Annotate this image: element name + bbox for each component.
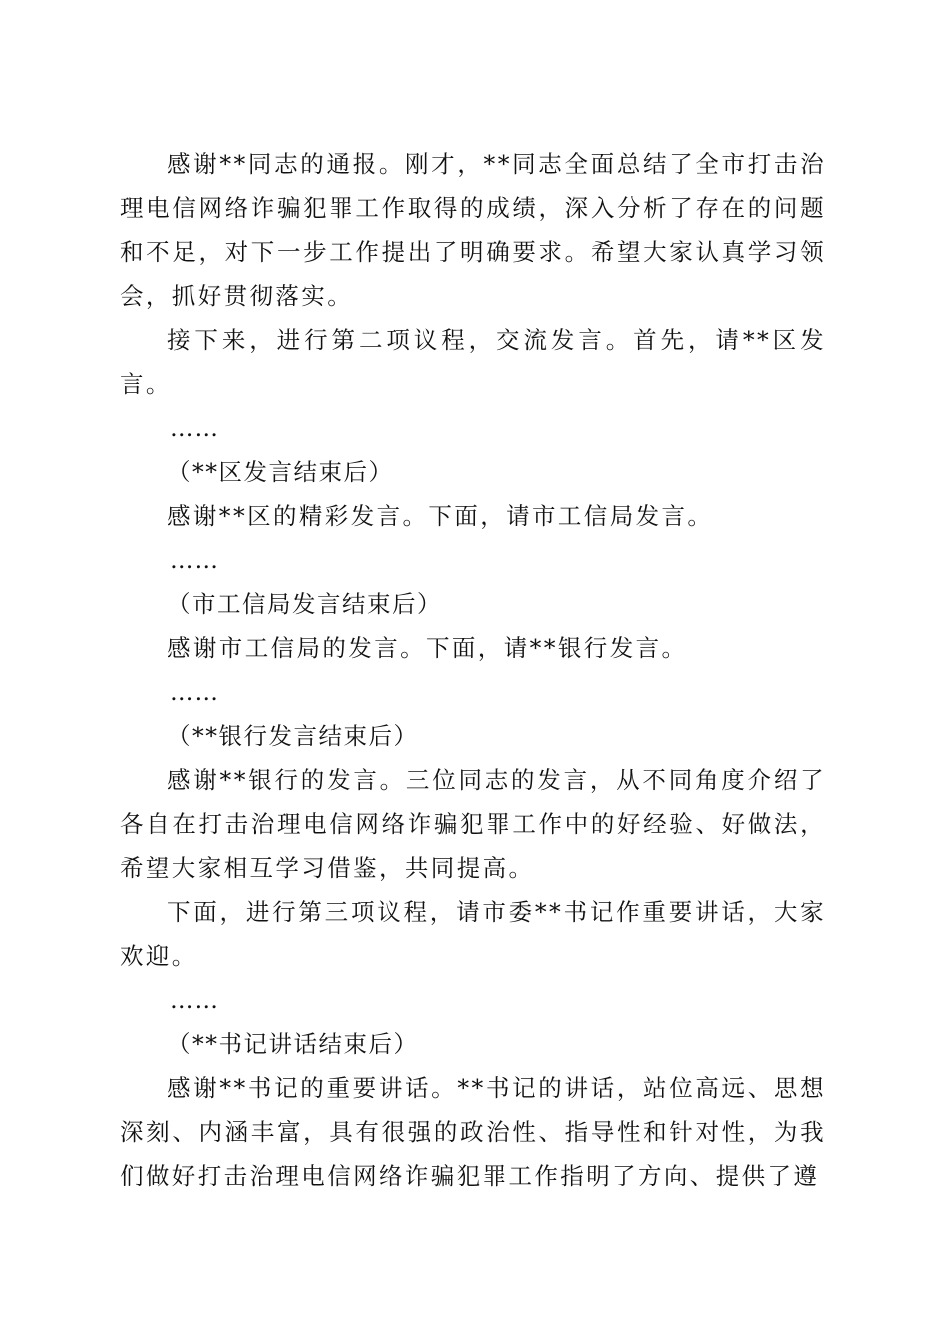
paragraph-thanks-secretary: 感谢**书记的重要讲话。**书记的讲话，站位高远、思想深刻、内涵丰富，具有很强的政治性、指导性和针对性，为我们做好打击治理电信网络诈骗犯罪工作指明了方向、提供了遵 xyxy=(120,1074,826,1190)
paragraph-agenda-two: 接下来，进行第二项议程，交流发言。首先，请**区发言。 xyxy=(120,326,826,398)
paragraph-thanks-bureau: 感谢市工信局的发言。下面，请**银行发言。 xyxy=(167,634,688,662)
ellipsis: …… xyxy=(170,546,219,574)
stage-note: （**银行发言结束后） xyxy=(167,722,419,750)
document-body xyxy=(120,142,826,1198)
stage-note: （**书记讲话结束后） xyxy=(167,1030,419,1058)
paragraph-thanks-bank: 感谢**银行的发言。三位同志的发言，从不同角度介绍了各自在打击治理电信网络诈骗犯罪工作中的好经验、好做法，希望大家相互学习借鉴，共同提高。 xyxy=(120,766,826,882)
ellipsis: …… xyxy=(170,678,219,706)
ellipsis: …… xyxy=(170,414,219,442)
ellipsis: …… xyxy=(170,986,219,1014)
stage-note: （**区发言结束后） xyxy=(167,458,394,486)
stage-note: （市工信局发言结束后） xyxy=(167,590,442,618)
paragraph-agenda-three: 下面，进行第三项议程，请市委**书记作重要讲话，大家欢迎。 xyxy=(120,898,826,970)
paragraph-thanks-report: 感谢**同志的通报。刚才，**同志全面总结了全市打击治理电信网络诈骗犯罪工作取得的成绩，深入分析了存在的问题和不足，对下一步工作提出了明确要求。希望大家认真学习领会，抓好贯彻落实。 xyxy=(120,150,826,310)
paragraph-thanks-district: 感谢**区的精彩发言。下面，请市工信局发言。 xyxy=(167,502,714,530)
